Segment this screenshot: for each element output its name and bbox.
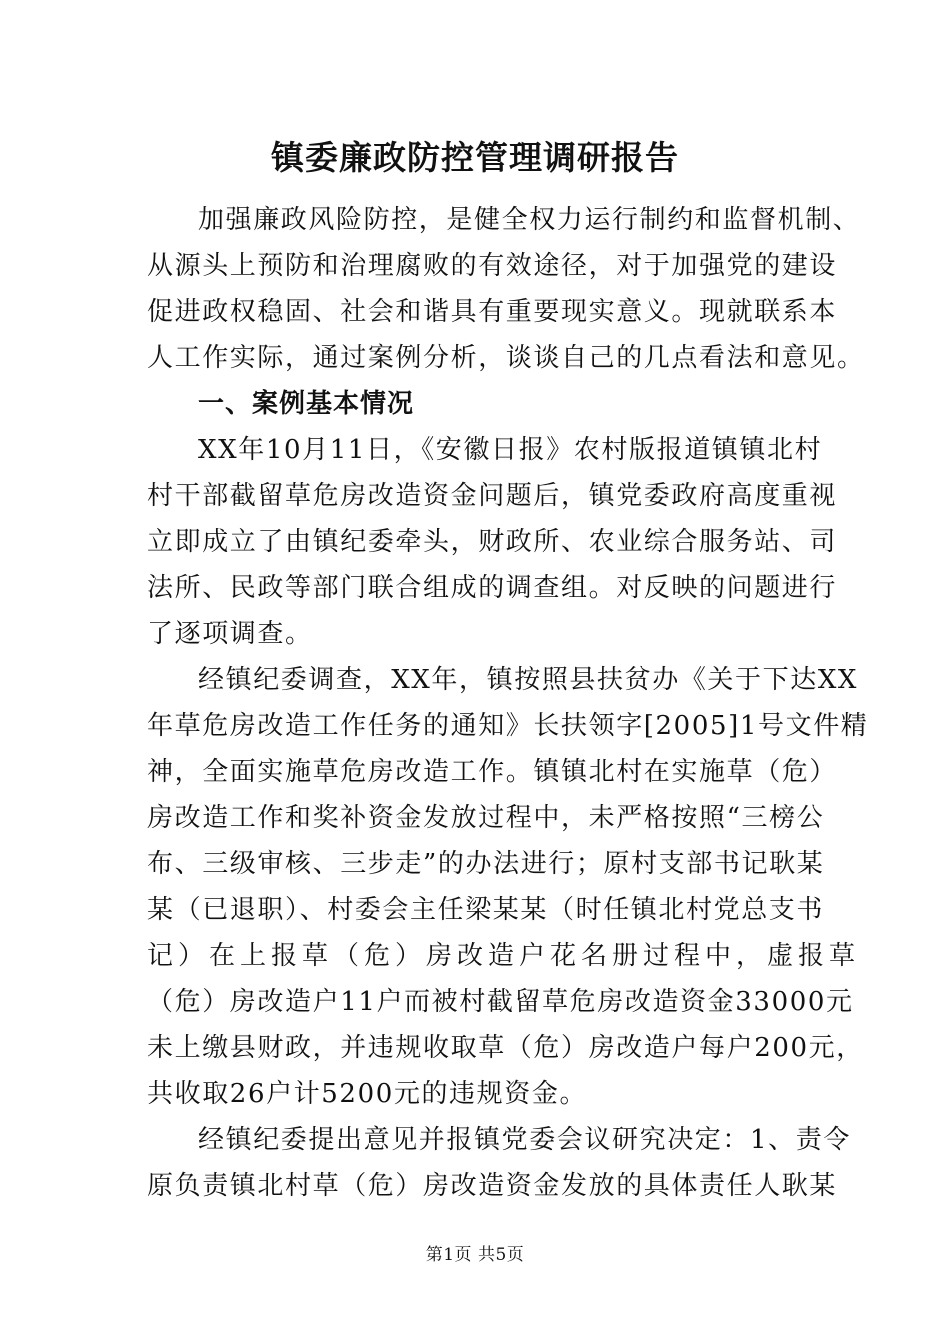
page-number: 第1页 共5页 [425, 1245, 525, 1265]
text-line: 促进政权稳固、社会和谐具有重要现实意义。现就联系本 [147, 297, 838, 327]
text-line: 加强廉政风险防控，是健全权力运行制约和监督机制、 [198, 205, 861, 235]
text-line: XX年10月11日，《安徽日报》农村版报道镇镇北村 [198, 435, 823, 465]
text-line: 法所、民政等部门联合组成的调查组。对反映的问题进行 [147, 573, 838, 603]
section-heading: 一、案例基本情况 [198, 389, 415, 419]
text-line: 布、三级审核、三步走”的办法进行；原村支部书记耿某 [147, 849, 825, 879]
text-line: 年草危房改造工作任务的通知》长扶领字[2005]1号文件精 [147, 711, 869, 741]
page-title: 镇委廉政防控管理调研报告 [271, 138, 679, 177]
text-line: 房改造工作和奖补资金发放过程中，未严格按照“三榜公 [147, 803, 825, 833]
text-line: 原负责镇北村草（危）房改造资金发放的具体责任人耿某 [147, 1171, 838, 1201]
text-line: 立即成立了由镇纪委牵头，财政所、农业综合服务站、司 [147, 527, 838, 557]
text-line: （危）房改造户11户而被村截留草危房改造资金33000元 [147, 987, 854, 1017]
text-line: 村干部截留草危房改造资金问题后，镇党委政府高度重视 [147, 481, 838, 511]
text-line: 从源头上预防和治理腐败的有效途径，对于加强党的建设 [147, 251, 838, 281]
text-line: 经镇纪委提出意见并报镇党委会议研究决定：1、责令 [198, 1125, 851, 1155]
text-line: 某（已退职）、村委会主任梁某某（时任镇北村党总支书 [147, 895, 825, 925]
text-line: 记）在上报草（危）房改造户花名册过程中，虚报草 [147, 941, 861, 971]
text-line: 人工作实际，通过案例分析，谈谈自己的几点看法和意见。 [147, 343, 865, 373]
text-line: 了逐项调查。 [147, 619, 313, 649]
text-line: 经镇纪委调查，XX年，镇按照县扶贫办《关于下达XX [198, 665, 859, 695]
text-line: 共收取26户计5200元的违规资金。 [147, 1079, 588, 1109]
text-line: 未上缴县财政，并违规收取草（危）房改造户每户200元， [147, 1033, 864, 1063]
text-line: 神，全面实施草危房改造工作。镇镇北村在实施草（危） [147, 757, 838, 787]
